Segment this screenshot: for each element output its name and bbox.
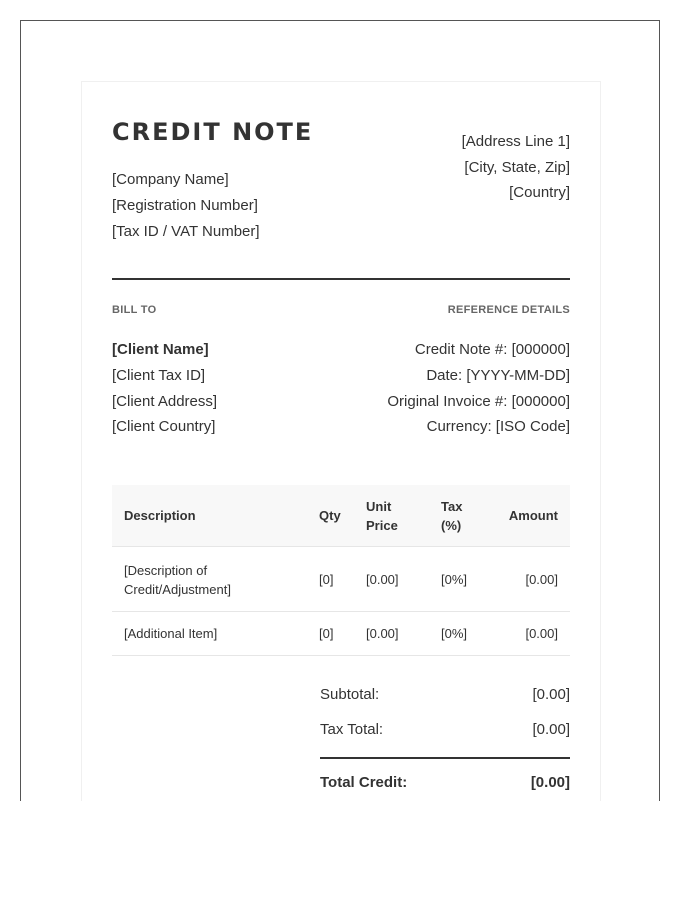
- row-unit-price: [0.00]: [366, 572, 399, 587]
- totals-divider: [320, 757, 570, 759]
- subtotal-value: [0.00]: [532, 686, 570, 703]
- row-amount: [0.00]: [525, 572, 558, 587]
- header-description: Description: [124, 508, 196, 523]
- header-tax: Tax (%): [441, 499, 463, 533]
- credit-note-number: Credit Note #: [000000]: [414, 341, 570, 358]
- client-address: [Client Address]: [112, 393, 218, 410]
- table-row: [112, 547, 570, 612]
- company-tax-id: [Tax ID / VAT Number]: [112, 223, 260, 240]
- reference-heading: REFERENCE DETAILS: [447, 304, 570, 316]
- row-tax: [0%]: [441, 572, 468, 587]
- client-country: [Client Country]: [112, 418, 216, 435]
- client-tax-id: [Client Tax ID]: [112, 367, 206, 384]
- row-unit-price: [0.00]: [366, 626, 399, 641]
- company-name: [Company Name]: [112, 171, 229, 188]
- currency: Currency: [ISO Code]: [426, 418, 570, 435]
- address-city: [City, State, Zip]: [464, 159, 570, 176]
- document-title: CREDIT NOTE: [112, 118, 314, 146]
- row-qty: [0]: [319, 626, 334, 641]
- total-credit-value: [0.00]: [530, 774, 570, 791]
- total-credit-label: Total Credit:: [320, 774, 408, 791]
- row-description: [Additional Item]: [124, 626, 218, 641]
- client-name: [Client Name]: [112, 341, 209, 358]
- address-line-1: [Address Line 1]: [461, 133, 570, 150]
- tax-total-label: Tax Total:: [320, 721, 384, 738]
- company-registration: [Registration Number]: [112, 197, 258, 214]
- row-tax: [0%]: [441, 626, 468, 641]
- header-qty: Qty: [319, 508, 341, 523]
- row-amount: [0.00]: [525, 626, 558, 641]
- address-country: [Country]: [509, 184, 570, 201]
- header-divider: [112, 278, 570, 280]
- header-unit-price: Unit Price: [366, 499, 398, 533]
- credit-note-date: Date: [YYYY-MM-DD]: [426, 367, 570, 384]
- original-invoice-number: Original Invoice #: [000000]: [387, 393, 570, 410]
- subtotal-label: Subtotal:: [320, 686, 380, 703]
- table-row: [112, 612, 570, 656]
- row-qty: [0]: [319, 572, 334, 587]
- header-amount: Amount: [508, 508, 558, 523]
- table-header: [112, 485, 570, 547]
- bill-to-heading: BILL TO: [112, 304, 157, 316]
- row-description: [Description of Credit/Adjustment]: [124, 563, 231, 597]
- tax-total-value: [0.00]: [532, 721, 570, 738]
